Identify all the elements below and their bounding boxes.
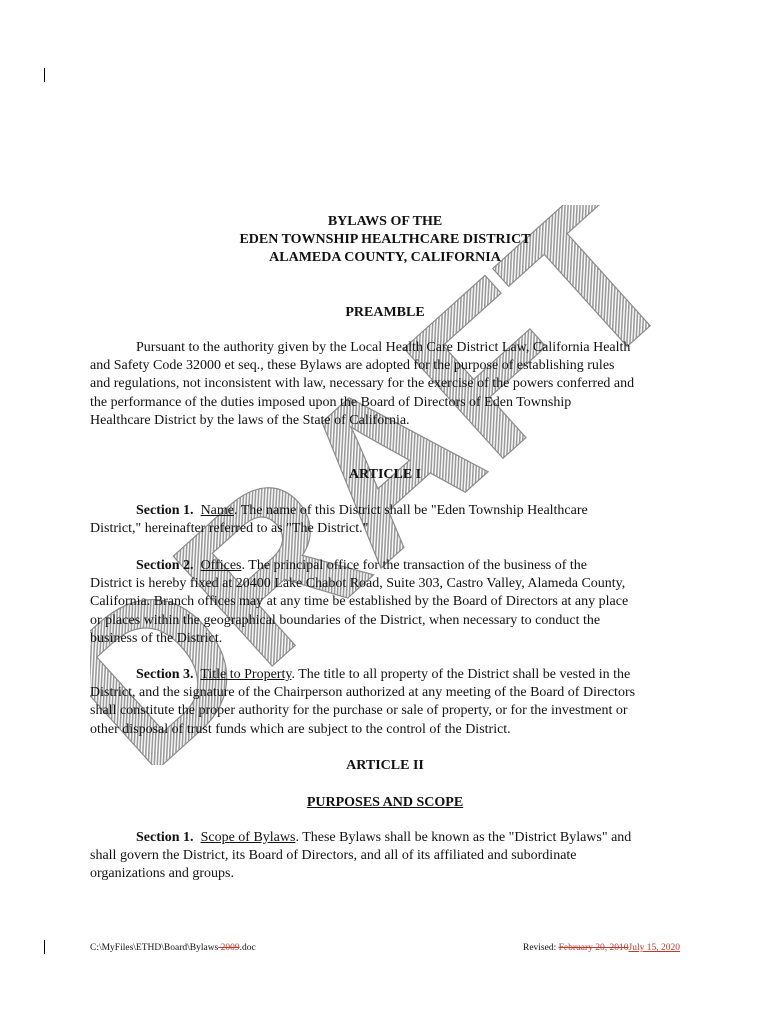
- change-bar-top: [44, 68, 45, 82]
- doc-title-line-1: BYLAWS OF THE: [327, 214, 443, 229]
- deleted-date: February 20, 2010: [558, 943, 629, 953]
- preamble-line: the performance of the duties imposed upon the Board of Directors of Eden Township: [90, 394, 572, 410]
- preamble-line: Pursuant to the authority given by the Local Health Care District Law, California Health: [136, 340, 631, 355]
- section-label: Section 1.: [136, 503, 194, 518]
- preamble-line: Healthcare District by the laws of the State of California.: [90, 412, 410, 428]
- change-bar-bottom: [44, 940, 45, 954]
- article-2-section-1: Section 1. Scope of Bylaws. These Bylaws shall be known as the "District Bylaws" and shall govern the District, its Board of Directors, and all of its affiliated and subordinate organizations and groups.: [90, 830, 632, 882]
- footer-revised-date: Revised: February 20, 2010July 15, 2020: [522, 943, 680, 953]
- section-title: Offices: [200, 558, 242, 573]
- svg-text:DRAFT: DRAFT: [90, 205, 680, 765]
- section-label: Section 2.: [136, 558, 194, 573]
- article-1-section-1: Section 1. Name. The name of this District shall be "Eden Township Healthcare District," hereinafter referred to as "The District.": [90, 503, 588, 537]
- article-1-section-3: Section 3. Title to Property. The title to all property of the District shall be vested in the District, and the signature of the Chairperson authorized at any meeting of the Board of Directors shall constitute the proper authority for the purchase or sale of property, or for the investment or other disposal of trust funds which are subject to the control of the District.: [90, 667, 636, 737]
- section-title: Scope of Bylaws: [200, 830, 296, 845]
- doc-title-line-3: ALAMEDA COUNTY, CALIFORNIA: [269, 250, 501, 265]
- section-label: Section 3.: [136, 667, 194, 682]
- doc-title-line-2: EDEN TOWNSHIP HEALTHCARE DISTRICT: [239, 232, 531, 247]
- section-title: Name: [200, 503, 234, 518]
- preamble-heading: PREAMBLE: [345, 305, 425, 320]
- article-1-heading: ARTICLE I: [348, 467, 422, 482]
- deleted-text: 2009: [218, 943, 240, 953]
- article-1-section-2: Section 2. Offices. The principal office for the transaction of the business of the District is hereby fixed at 20400 Lake Chabot Road, Suite 303, Castro Valley, Alameda County, California. Branch offices may at any time be established by the Board of Directors at any place or places within the geographical boundaries of the District, when necessary to conduct the business of the District.: [90, 558, 629, 646]
- preamble-paragraph: [90, 339, 680, 430]
- section-label: Section 1.: [136, 830, 194, 845]
- inserted-date: July 15, 2020: [628, 943, 680, 953]
- preamble-line: and Safety Code 32000 et seq., these Bylaws are adopted for the purpose of establishing rules: [90, 358, 615, 374]
- article-2-heading: ARTICLE II: [346, 758, 424, 773]
- article-2-subheading: PURPOSES AND SCOPE: [306, 795, 464, 810]
- section-title: Title to Property: [200, 667, 292, 682]
- footer-file-path: C:\MyFiles\ETHD\Board\Bylaws 2009.doc: [90, 943, 256, 953]
- preamble-line: and regulations, not inconsistent with law, necessary for the exercise of the powers conferred and: [90, 376, 635, 392]
